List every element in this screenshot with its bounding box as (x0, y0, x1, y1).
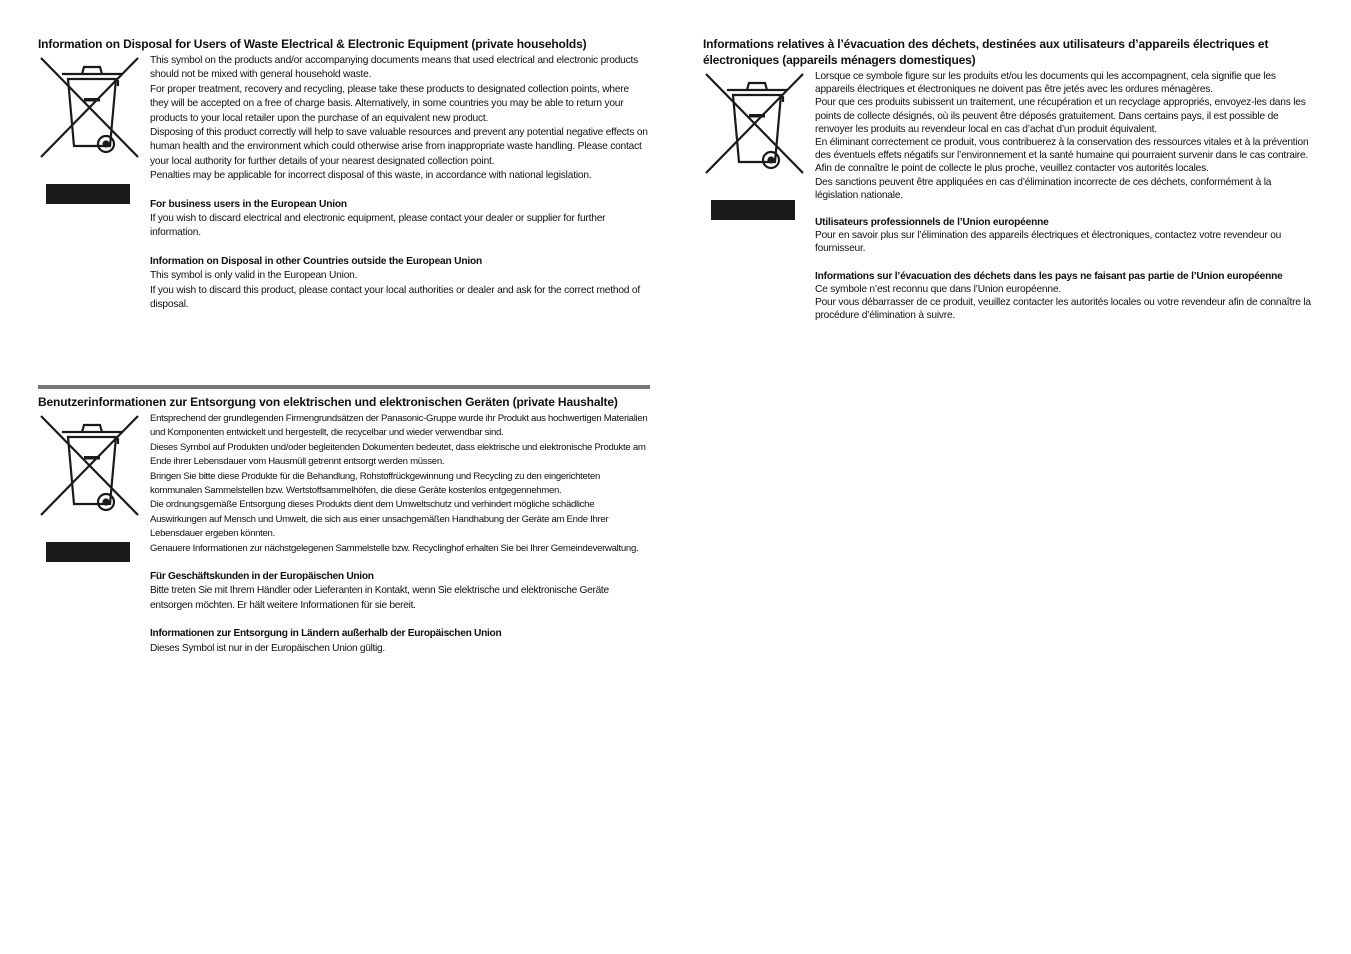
paragraph: Penalties may be applicable for incorrect disposal of this waste, in accordance with national legislation. (150, 170, 592, 182)
paragraph: This symbol on the products and/or accompanying documents means that used electrical and electronic products should not be mixed with general household waste. (150, 55, 639, 81)
subheading: Für Geschäftskunden in der Europäischen Union (150, 571, 374, 583)
symbol-bar (46, 542, 130, 562)
paragraph: Bringen Sie bitte diese Produkte für die Behandlung, Rohstoffrückgewinnung und Recycling zu den eingerichteten kommunalen Sammelstellen bzw. Wertstoffsammelhöfen, die diese Geräte kostenlos entgegennehmen. (150, 470, 601, 497)
paragraph: If you wish to discard electrical and electronic equipment, please contact your dealer or supplier for further information. (150, 213, 606, 239)
en-title: Information on Disposal for Users of Waste Electrical & Electronic Equipment (private households) (38, 37, 587, 51)
paragraph: Dieses Symbol auf Produkten und/oder begleitenden Dokumenten bedeutet, dass elektrische und elektronische Produkte am Ende ihrer Lebensdauer vom Hausmüll getrennt entsorgt werden müssen. (150, 441, 646, 468)
fr-symbol (703, 70, 807, 220)
paragraph: Lorsque ce symbole figure sur les produits et/ou les documents qui les accompagnent, cela signifie que les appareils électriques et électroniques ne doivent pas être jetés avec les ordures ménagères. (815, 71, 1276, 96)
de-symbol (38, 412, 142, 562)
subheading: Utilisateurs professionnels de l’Union européenne (815, 217, 1049, 229)
crossed-bin-icon (38, 54, 142, 162)
en-section (38, 36, 650, 313)
subheading: Informationen zur Entsorgung in Ländern außerhalb der Europäischen Union (150, 628, 502, 640)
paragraph: Entsprechend der grundlegenden Firmengrundsätzen der Panasonic-Gruppe wurde ihr Produkt aus hochwertigen Materialien und Komponenten entwickelt und hergestellt, die recycelbar und wieder verwendbar sind. (150, 413, 648, 439)
paragraph: Pour en savoir plus sur l’élimination des appareils électriques et électroniques, contactez votre revendeur ou fournisseur. (815, 230, 1282, 255)
paragraph: Ce symbole n’est reconnu que dans l’Union européenne. (815, 283, 1061, 295)
symbol-bar (711, 200, 795, 220)
de-text (150, 412, 650, 656)
paragraph: Bitte treten Sie mit Ihrem Händler oder Lieferanten in Kontakt, wenn Sie elektrische und elektronische Geräte entsorgen möchten. Er hält weitere Informationen für sie bereit. (150, 585, 609, 611)
symbol-bar (46, 184, 130, 204)
subheading: Informations sur l’évacuation des déchets dans les pays ne faisant pas partie de l’Union européenne (815, 270, 1283, 282)
paragraph: This symbol is only valid in the European Union. (150, 270, 358, 282)
de-title: Benutzerinformationen zur Entsorgung von elektrischen und elektronischen Geräten (private Haushalte) (38, 395, 618, 409)
paragraph: Des sanctions peuvent être appliquées en cas d’élimination incorrecte de ces déchets, conformément à la législation nationale. (815, 176, 1272, 201)
subheading: Information on Disposal in other Countries outside the European Union (150, 255, 483, 267)
paragraph: Disposing of this product correctly will help to save valuable resources and prevent any potential negative effects on human health and the environment which could otherwise arise from inappropriate waste handling. Please contact your local authority for further details of your nearest designated collection point. (150, 127, 648, 167)
crossed-bin-icon (703, 70, 807, 178)
fr-title: Informations relatives à l’évacuation des déchets, destinées aux utilisateurs d’appareils électriques et électroniques (appareils ménagers domestiques) (703, 37, 1269, 67)
paragraph: Pour que ces produits subissent un traitement, une récupération et un recyclage appropriés, envoyez-les dans les points de collecte désignés, où ils peuvent être déposés gratuitement. Dans certains pays, il est possible de renvoyer les produits au revendeur local en cas d’achat d’un produit équivalent. (815, 97, 1306, 135)
en-symbol (38, 54, 142, 204)
subheading: For business users in the European Union (150, 198, 347, 210)
paragraph: Genauere Informationen zur nächstgelegenen Sammelstelle bzw. Recyclinghof erhalten Sie bei Ihrer Gemeindeverwaltung. (150, 542, 639, 554)
paragraph: If you wish to discard this product, please contact your local authorities or dealer and ask for the correct method of disposal. (150, 284, 641, 311)
de-section (38, 394, 650, 656)
fr-section (703, 36, 1315, 322)
paragraph: Die ordnungsgemäße Entsorgung dieses Produkts dient dem Umweltschutz und verhindert mögliche schädliche Auswirkungen auf Mensch und Umwelt, die sich aus einer unsachgemäßen Handhabung der Geräte am Ende Ihrer Lebensdauer ergeben könnten. (150, 499, 609, 540)
crossed-bin-icon (38, 412, 142, 520)
en-text (150, 54, 650, 313)
fr-text (815, 70, 1315, 322)
paragraph: Pour vous débarrasser de ce produit, veuillez contacter les autorités locales ou votre revendeur afin de connaître la procédure d’élimination à suivre. (815, 297, 1311, 322)
section-divider (38, 385, 650, 389)
paragraph: En éliminant correctement ce produit, vous contribuerez à la conservation des ressources vitales et à la prévention des éventuels effets négatifs sur l’environnement et la santé humaine qui pourraient survenir dans le cas contraire. Afin de connaître le point de collecte le plus proche, veuillez contacter vos autorités locales. (815, 137, 1309, 175)
paragraph: Dieses Symbol ist nur in der Europäischen Union gültig. (150, 642, 385, 654)
paragraph: For proper treatment, recovery and recycling, please take these products to designated collection points, where they will be accepted on a free of charge basis. Alternatively, in some countries you may be able to return your products to your local retailer upon the purchase of an equivalent new product. (150, 83, 629, 124)
